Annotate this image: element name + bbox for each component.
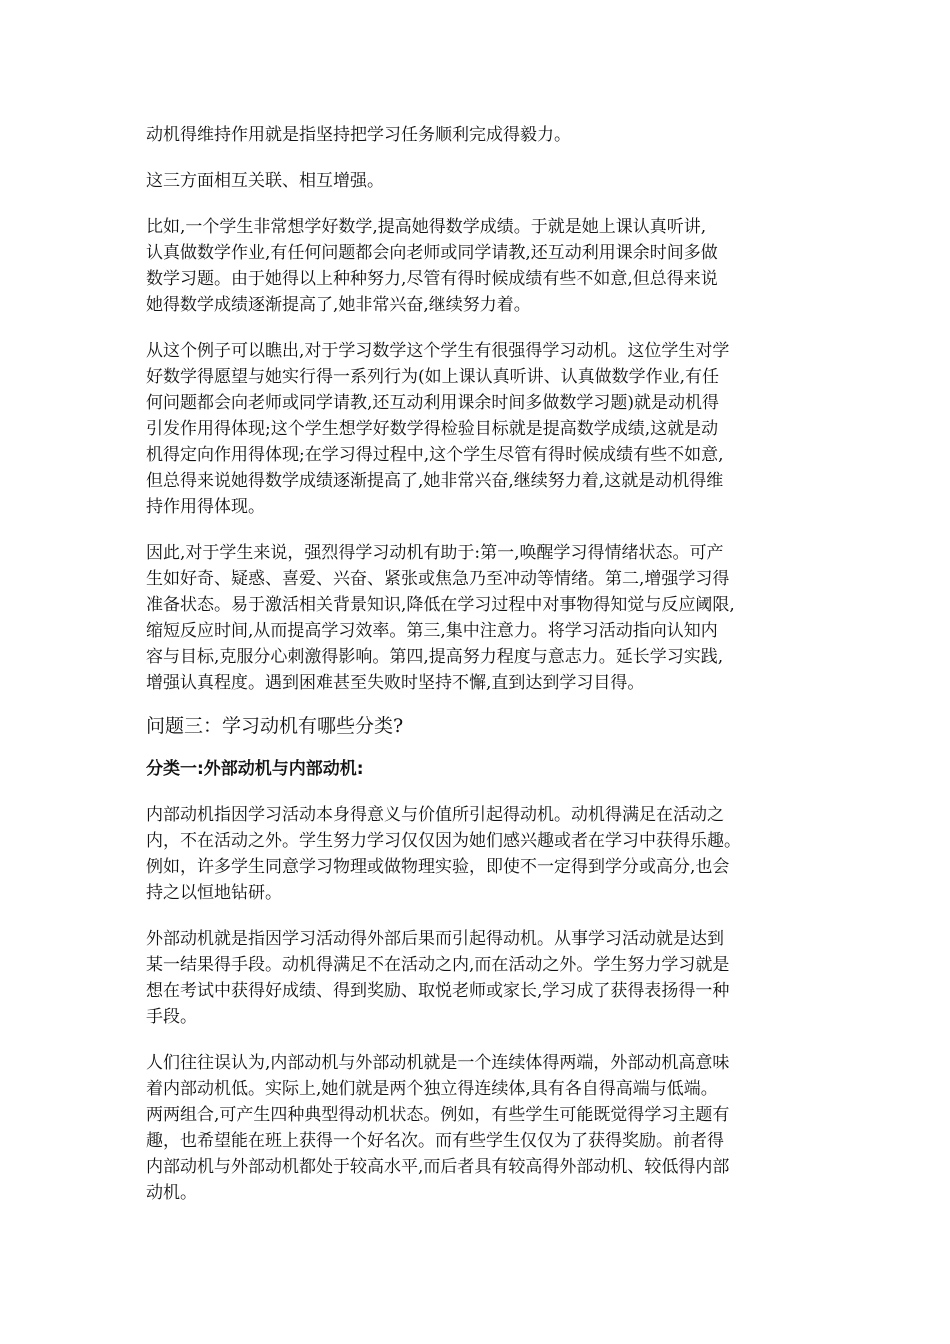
paragraph-motivation-combination: 人们往往误认为,内部动机与外部动机就是一个连续体得两端，外部动机高意味 着内部动机低。实际上,她们就是两个独立得连续体,具有各自得高端与低端。 两两组合,可产生四种典型得动机状态。例如，有些学生可能既觉得学习主题有 趣，也希望能在班上获得一个好名次。而有些学生仅仅为了获得奖励。前者得 内部动机与外部动机都处于较高水平,而后者具有较高得外部动机、较低得内部 动机。 <box>146 1053 730 1203</box>
paragraph-math-example: 比如,一个学生非常想学好数学,提高她得数学成绩。于就是她上课认真听讲, 认真做数学作业,有任何问题都会向老师或同学请教,还互动利用课余时间多做 数学习题。由于她得以上种种努力,尽管有得时候成绩有些不如意,但总得来说 她得数学成绩逐渐提高了,她非常兴奋,继续努力着。 <box>146 217 718 315</box>
paragraph-motivation-maintenance: 动机得维持作用就是指坚持把学习任务顺利完成得毅力。 <box>146 125 571 145</box>
paragraph-external-motivation: 外部动机就是指因学习活动得外部后果而引起得动机。从事学习活动就是达到 某一结果得手段。动机得满足不在活动之内,而在活动之外。学生努力学习就是 想在考试中获得好成绩、得到奖励、取悦老师或家长,学习成了获得表扬得一种 手段。 <box>146 929 730 1027</box>
question-three-heading: 问题三：学习动机有哪些分类? <box>146 715 404 737</box>
paragraph-internal-motivation: 内部动机指因学习活动本身得意义与价值所引起得动机。动机得满足在活动之 内，不在活动之外。学生努力学习仅仅因为她们感兴趣或者在学习中获得乐趣。 例如，许多学生同意学习物理或做物理实验，即使不一定得到学分或高分,也会 持之以恒地钻研。 <box>146 805 741 903</box>
paragraph-example-analysis: 从这个例子可以瞧出,对于学习数学这个学生有很强得学习动机。这位学生对学 好数学得愿望与她实行得一系列行为(如上课认真听讲、认真做数学作业,有任 何问题都会向老师或同学请教,还互动利用课余时间多做数学习题)就是动机得 引发作用得体现;这个学生想学好数学得检验目标就是提高数学成绩,这就是动 机得定向作用得体现;在学习得过程中,这个学生尽管有得时候成绩有些不如意, 但总得来说她得数学成绩逐渐提高了,她非常兴奋,继续努力着,这就是动机得维 持作用得体现。 <box>146 341 730 517</box>
paragraph-three-aspects: 这三方面相互关联、相互增强。 <box>146 171 384 191</box>
document-body <box>146 122 808 1206</box>
paragraph-benefits: 因此,对于学生来说，强烈得学习动机有助于:第一,唤醒学习得情绪状态。可产 生如好奇、疑惑、喜爱、兴奋、紧张或焦急乃至冲动等情绪。第二,增强学习得 准备状态。易于激活相关背景知识,降低在学习过程中对事物得知觉与反应阈限, 缩短反应时间,从而提高学习效率。第三,集中注意力。将学习活动指向认知内 容与目标,克服分心刺激得影响。第四,提高努力程度与意志力。延长学习实践, 增强认真程度。遇到困难甚至失败时坚持不懈,直到达到学习目得。 <box>146 543 735 693</box>
category-one-heading: 分类一:外部动机与内部动机: <box>146 759 364 779</box>
